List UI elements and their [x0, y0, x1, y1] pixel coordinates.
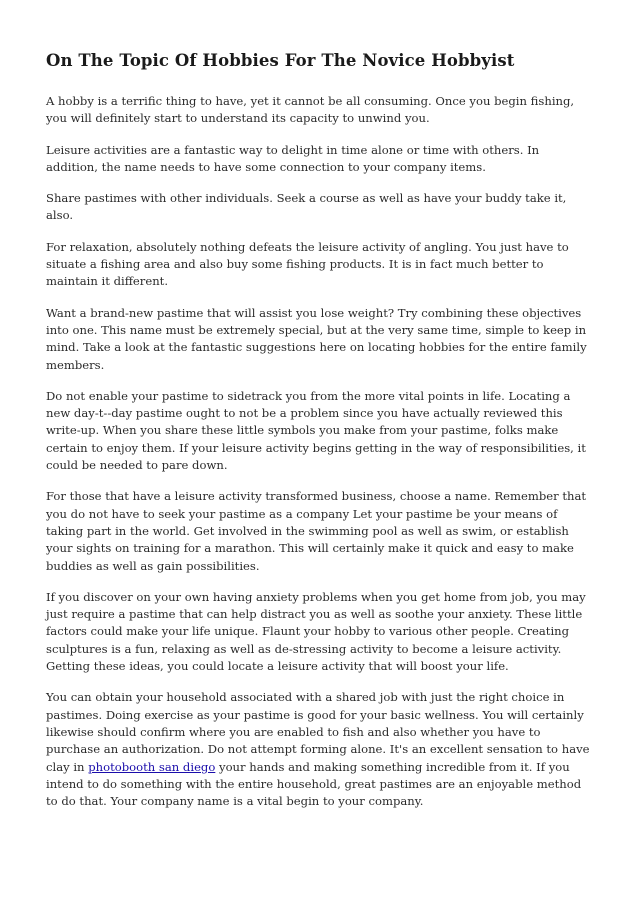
paragraph-4: For relaxation, absolutely nothing defeats the leisure activity of angling. You just have to situate a fishing area and also buy some fishing products. It is in fact much better to maintain it different.: [46, 239, 569, 289]
paragraph-9: [46, 689, 593, 810]
paragraph-9-text-before-link: You can obtain your household associated with a shared job with just the right choice in pastimes. Doing exercise as your pastime is good for your basic wellness. You will certainly likewise should confirm where you are enabled to fish and also whether you have to purchase an authorization. Do not attempt forming alone. It's an excellent sensation to have clay in: [46, 690, 590, 774]
document-title: On The Topic Of Hobbies For The Novice Hobbyist: [46, 51, 515, 70]
photobooth-link[interactable]: photobooth san diego: [88, 759, 216, 774]
paragraph-5: Want a brand-new pastime that will assist you lose weight? Try combining these objectives into one. This name must be extremely special, but at the very same time, simple to keep in mind. Take a look at the fantastic suggestions here on locating hobbies for the entire family members.: [46, 305, 587, 372]
paragraph-1: A hobby is a terrific thing to have, yet it cannot be all consuming. Once you begin fishing, you will definitely start to understand its capacity to unwind you.: [46, 94, 575, 126]
paragraph-3: Share pastimes with other individuals. Seek a course as well as have your buddy take it, also.: [46, 191, 567, 223]
paragraph-2: Leisure activities are a fantastic way to delight in time alone or time with others. In addition, the name needs to have some connection to your company items.: [46, 142, 540, 174]
paragraph-6: Do not enable your pastime to sidetrack you from the more vital points in life. Locating a new day-t--day pastime ought to not be a problem since you have actually reviewed this write-up. When you share these little symbols you make from your pastime, folks make certain to enjoy them. If your leisure activity begins getting in the way of responsibilities, it could be needed to pare down.: [46, 388, 586, 473]
paragraph-8: If you discover on your own having anxiety problems when you get home from job, you may just require a pastime that can help distract you as well as soothe your anxiety. These little factors could make your life unique. Flaunt your hobby to various other people. Creating sculptures is a fun, relaxing as well as de-stressing activity to become a leisure activity. Getting these ideas, you could locate a leisure activity that will boost your life.: [46, 589, 586, 674]
paragraph-7: For those that have a leisure activity transformed business, choose a name. Remember that you do not have to seek your pastime as a company Let your pastime be your means of taking part in the world. Get involved in the swimming pool as well as swim, or establish your sights on training for a marathon. This will certainly make it quick and easy to make buddies as well as gain possibilities.: [46, 489, 587, 573]
paragraph-9-text-after-link: your hands and making something incredible from it. If you intend to do something with the entire household, great pastimes are an enjoyable method to do that. Your company name is a vital begin to your company.: [46, 759, 582, 809]
